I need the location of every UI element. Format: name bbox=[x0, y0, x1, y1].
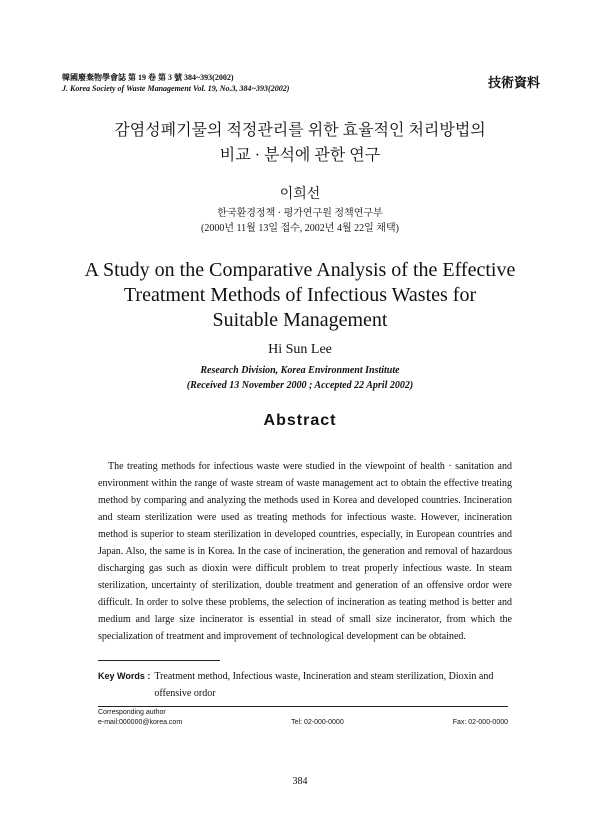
article-category: 技術資料 bbox=[487, 75, 540, 90]
correspondence-email: e-mail:000000@korea.com bbox=[98, 719, 183, 726]
english-dates: (Received 13 November 2000 ; Accepted 22 April 2002) bbox=[186, 380, 414, 391]
korean-title bbox=[0, 118, 600, 168]
english-title bbox=[60, 258, 540, 333]
correspondence-label: Corresponding author bbox=[98, 709, 166, 716]
keywords-text: Treatment method, Infectious waste, Incineration and steam sterilization, Dioxin and offensive ordor bbox=[154, 671, 494, 699]
journal-header-english: J. Korea Society of Waste Management Vol. 19, No.3, 384~393(2002) bbox=[62, 84, 290, 93]
keywords-block bbox=[98, 668, 512, 702]
english-title-line-2: Treatment Methods of Infectious Wastes for bbox=[123, 284, 477, 306]
english-affiliation-block bbox=[0, 363, 600, 393]
page-number: 384 bbox=[292, 776, 308, 787]
english-title-line-1: A Study on the Comparative Analysis of the Effective bbox=[84, 259, 516, 281]
korean-author: 이희선 bbox=[279, 187, 321, 202]
english-author: Hi Sun Lee bbox=[268, 342, 332, 357]
keywords-divider bbox=[98, 660, 220, 661]
journal-header-korean: 韓國廢棄物學會誌 第 19 卷 第 3 號 384~393(2002) bbox=[62, 73, 234, 82]
korean-affiliation-block bbox=[0, 206, 600, 236]
english-affiliation: Research Division, Korea Environment Institute bbox=[200, 365, 400, 376]
english-title-line-3: Suitable Management bbox=[212, 309, 388, 331]
korean-affiliation: 한국환경정책 · 평가연구원 정책연구부 bbox=[217, 208, 383, 219]
correspondence-block bbox=[98, 708, 508, 728]
korean-dates: (2000년 11월 13일 접수, 2002년 4월 22일 채택) bbox=[201, 223, 399, 234]
abstract-heading: Abstract bbox=[263, 412, 337, 429]
korean-title-line-1: 감염성폐기물의 적정관리를 위한 효율적인 처리방법의 bbox=[114, 122, 486, 139]
correspondence-fax: Fax: 02-000-0000 bbox=[452, 719, 508, 726]
correspondence-divider bbox=[98, 706, 508, 707]
journal-header bbox=[62, 72, 289, 94]
abstract-text: The treating methods for infectious waste were studied in the viewpoint of health · sanitation and environment within the range of waste stream of waste management act to obtain the effective treating method by comparing and analyzing the methods used in Korea and developed countries. Incineration and steam sterilization were used as treating methods for infectious waste. However, incineration method is superior to steam sterilization in developed countries, especially, in European countries and Japan. Also, the same is in Korea. In the case of incineration, the generation and removal of hazardous discharging gas such as dioxin were difficult problem to treat properly infectious waste. In steam sterilization, uncertainty of sterilization, double treatment and generation of an offensive ordor were difficult. In order to solve these problems, the selection of incineration as teating method is better and medium and large size incinerator is essential in stead of small size incinerator, from which the specialization of treatment and improvement of technological development can be obtained. bbox=[98, 461, 512, 642]
korean-title-line-2: 비교 · 분석에 관한 연구 bbox=[219, 147, 381, 164]
keywords-label: Key Words : bbox=[98, 671, 151, 681]
correspondence-tel: Tel: 02-000-0000 bbox=[291, 719, 344, 726]
